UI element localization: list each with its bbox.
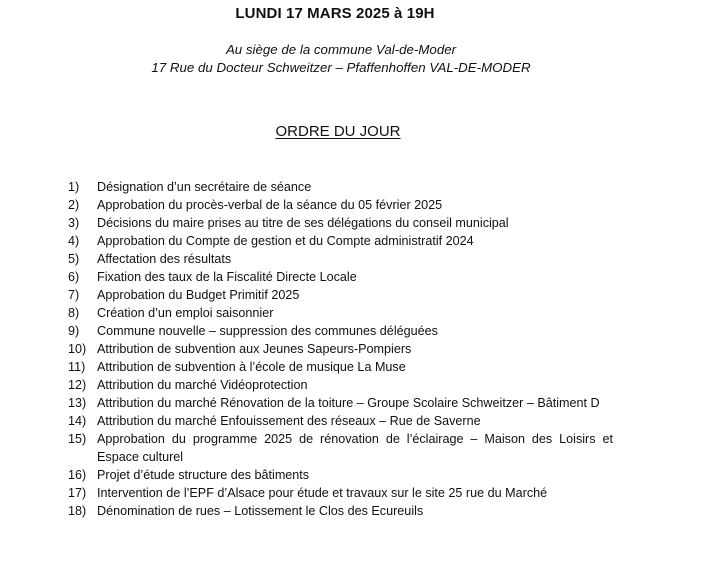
agenda-item-number: 3): [68, 216, 80, 230]
agenda-item-number: 5): [68, 252, 80, 266]
agenda-item: [68, 304, 613, 322]
agenda-item: [68, 250, 613, 268]
agenda-item-text: Commune nouvelle – suppression des communes déléguées: [97, 324, 438, 338]
agenda-item-text: Dénomination de rues – Lotissement le Clos des Ecureuils: [97, 504, 424, 518]
agenda-item-number: 16): [68, 468, 87, 482]
meeting-date-heading: LUNDI 17 MARS 2025 à 19H: [235, 5, 435, 22]
agenda-item-number: 14): [68, 414, 87, 428]
agenda-item-text: Projet d’étude structure des bâtiments: [97, 468, 310, 482]
agenda-item-number: 11): [68, 360, 86, 374]
agenda-item-text: Décisions du maire prises au titre de ses délégations du conseil municipal: [97, 216, 509, 230]
agenda-item: [68, 340, 613, 358]
agenda-item: [68, 232, 613, 250]
agenda-item-number: 1): [68, 180, 80, 194]
agenda-item-text: Attribution de subvention à l’école de musique La Muse: [97, 360, 406, 374]
agenda-item-text: Affectation des résultats: [97, 252, 232, 266]
agenda-item-number: 17): [68, 486, 87, 500]
agenda-item: [68, 376, 613, 394]
agenda-item-text: Intervention de l’EPF d’Alsace pour étude et travaux sur le site 25 rue du Marché: [97, 486, 548, 500]
agenda-item: [68, 412, 613, 430]
agenda-item-text: Fixation des taux de la Fiscalité Directe Locale: [97, 270, 357, 284]
address-line-1: Au siège de la commune Val-de-Moder: [225, 42, 457, 57]
agenda-item-number: 8): [68, 306, 80, 320]
agenda-item: [68, 502, 613, 520]
agenda-item-text: Approbation du Compte de gestion et du Compte administratif 2024: [97, 234, 474, 248]
agenda-item-number: 18): [68, 504, 87, 518]
agenda-item-number: 7): [68, 288, 80, 302]
agenda-item: [68, 322, 613, 340]
agenda-item-text: Attribution du marché Vidéoprotection: [97, 378, 308, 392]
agenda-item: [68, 466, 613, 484]
agenda-item-text: Approbation du procès-verbal de la séance du 05 février 2025: [97, 198, 443, 212]
agenda-item-number: 12): [68, 378, 87, 392]
agenda-item-text: Attribution du marché Enfouissement des réseaux – Rue de Saverne: [97, 414, 481, 428]
address-line-2: 17 Rue du Docteur Schweitzer – Pfaffenhoffen VAL-DE-MODER: [151, 60, 531, 75]
agenda-item-number: 4): [68, 234, 80, 248]
agenda-item: [68, 394, 613, 412]
agenda-item-number: 13): [68, 396, 87, 410]
agenda-item-number: 2): [68, 198, 80, 212]
meeting-location: [0, 41, 682, 77]
agenda-item: [68, 430, 613, 466]
agenda-item-text: Attribution du marché Rénovation de la toiture – Groupe Scolaire Schweitzer – Bâtiment D: [97, 396, 600, 410]
agenda-item-number: 15): [68, 432, 87, 446]
agenda-item-text: Approbation du Budget Primitif 2025: [97, 288, 300, 302]
agenda-item: [68, 196, 613, 214]
agenda-title: ORDRE DU JOUR: [275, 123, 401, 140]
agenda-item: [68, 286, 613, 304]
agenda-item-text: Création d’un emploi saisonnier: [97, 306, 274, 320]
agenda-item: [68, 484, 613, 502]
agenda-item-text: Attribution de subvention aux Jeunes Sapeurs-Pompiers: [97, 342, 412, 356]
agenda-item-number: 6): [68, 270, 80, 284]
agenda-item: [68, 178, 613, 196]
agenda-item-text: Approbation du programme 2025 de rénovation de l’éclairage – Maison des Loisirs et Espace culturel: [97, 432, 613, 464]
agenda-item: [68, 214, 613, 232]
agenda-list: [68, 178, 613, 520]
agenda-item: [68, 268, 613, 286]
agenda-item-number: 9): [68, 324, 80, 338]
agenda-item: [68, 358, 613, 376]
agenda-item-number: 10): [68, 342, 87, 356]
agenda-item-text: Désignation d’un secrétaire de séance: [97, 180, 312, 194]
